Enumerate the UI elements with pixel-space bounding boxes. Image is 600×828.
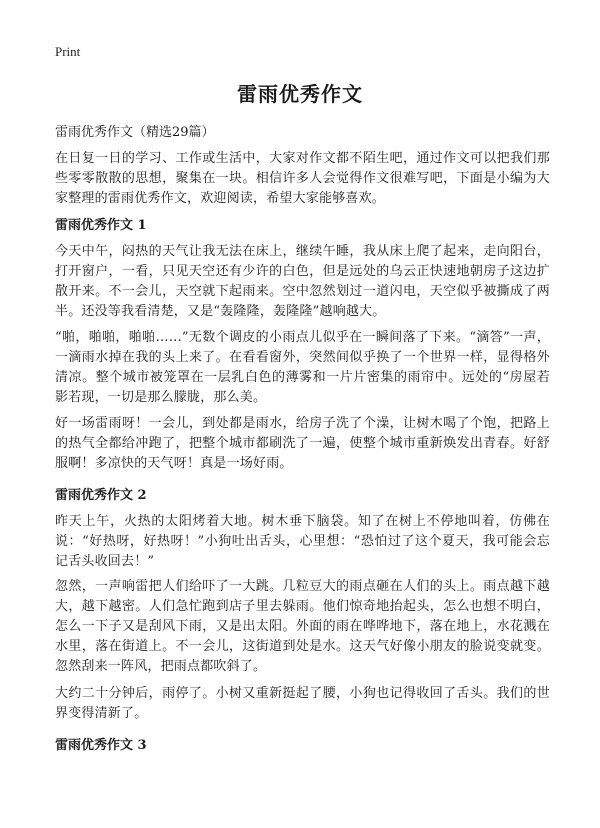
essay-2-paragraph-1: 昨天上午，火热的太阳烤着大地。树木垂下脑袋。知了在树上不停地叫着，仿佛在说：“好热呀，好热呀！”小狗吐出舌头，心里想：“恐怕过了这个夏天，我可能会忘记舌头收回去！”: [55, 514, 550, 569]
print-link[interactable]: Print: [55, 44, 81, 59]
essay-1-heading: 雷雨优秀作文 1: [55, 218, 147, 233]
essay-1-paragraph-2: “啪，啪啪，啪啪……”无数个调皮的小雨点儿似乎在一瞬间落了下来。“滴答”一声，一滴雨水掉在我的头上来了。在看看窗外，突然间似乎换了一个世界一样，显得格外清凉。整个城市被笼罩在一层乳白色的薄雾和一片片密集的雨帘中。远处的“房屋若影若现，一切是那么朦胧，那么美。: [55, 330, 550, 405]
essay-3-heading: 雷雨优秀作文 3: [55, 738, 147, 753]
essay-2-paragraph-3: 大约二十分钟后，雨停了。小树又重新挺起了腰，小狗也记得收回了舌头。我们的世界变得清新了。: [55, 686, 550, 721]
essay-2-heading: 雷雨优秀作文 2: [55, 488, 147, 503]
essay-1-paragraph-3: 好一场雷雨呀！一会儿，到处都是雨水，给房子洗了个澡，让树木喝了个饱，把路上的热气全都给冲跑了，把整个城市都刷洗了一遍，使整个城市重新焕发出青春。好舒服啊！多凉快的天气呀！真是一场好雨。: [55, 416, 550, 471]
page-subtitle: 雷雨优秀作文（精选29篇）: [55, 125, 215, 140]
essay-1-paragraph-1: 今天中午，闷热的天气让我无法在床上，继续午睡，我从床上爬了起来，走向阳台，打开窗户，一看，只见天空还有少许的白色，但是远处的乌云正快速地朝房子这边扩散开来。不一会儿，天空就下起雨来。空中忽然划过一道闪电，天空似乎被撕成了两半。还没等我看清楚，又是“轰隆隆，轰隆隆”越响越大。: [55, 244, 550, 319]
page-title: 雷雨优秀作文: [237, 82, 363, 106]
intro-paragraph: 在日复一日的学习、工作或生活中，大家对作文都不陌生吧，通过作文可以把我们那些零零散散的思想，聚集在一块。相信许多人会觉得作文很难写吧，下面是小编为大家整理的雷雨优秀作文，欢迎阅读，希望大家能够喜欢。: [55, 151, 550, 206]
essay-2-paragraph-2: 忽然，一声响雷把人们给吓了一大跳。几粒豆大的雨点砸在人们的头上。雨点越下越大，越下越密。人们急忙跑到店子里去躲雨。他们惊奇地抬起头，怎么也想不明白，怎么一下子又是刮风下雨，又是出太阳。外面的雨在哗哗地下，落在地上，水花溅在水里，落在街道上。不一会儿，这街道到处是水。这天气好像小朋友的脸说变就变。忽然刮来一阵风，把雨点都吹斜了。: [55, 579, 550, 674]
